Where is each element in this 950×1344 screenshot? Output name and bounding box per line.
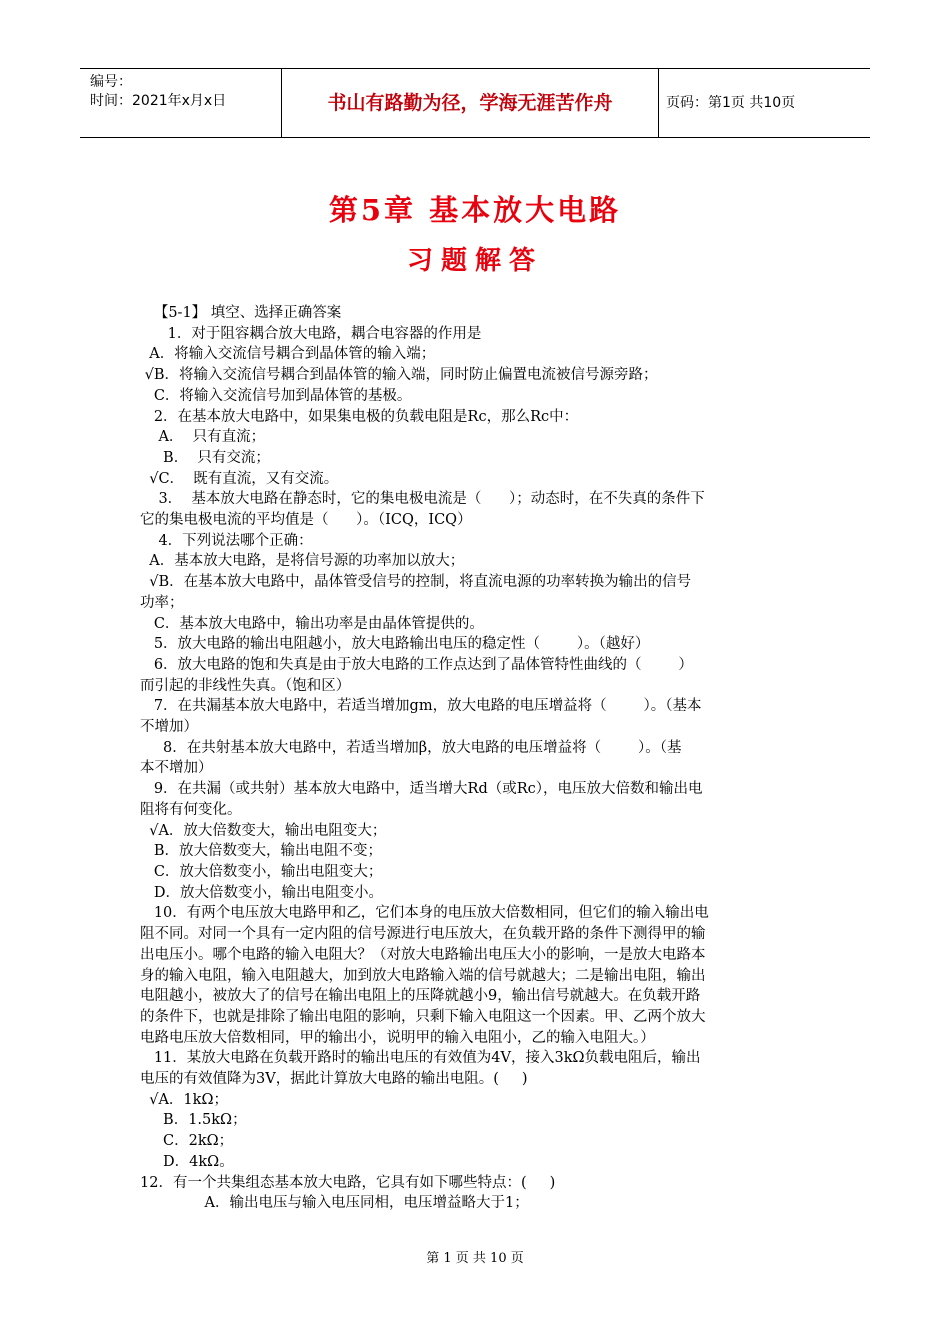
page-footer: 第 1 页 共 10 页 (426, 1251, 524, 1266)
body-line: A． 只有直流； (140, 429, 266, 446)
header-motto: 书山有路勤为径，学海无涯苦作舟 (327, 92, 613, 114)
body-line: 12．有一个共集组态基本放大电路，它具有如下哪些特点：( ) (140, 1174, 556, 1191)
body-line: D．4kΩ。 (140, 1153, 234, 1170)
body-line: √B．在基本放大电路中，晶体管受信号的控制，将直流电源的功率转换为输出的信号 (140, 574, 692, 591)
body-line: C．2kΩ； (140, 1133, 234, 1150)
document-header (80, 68, 870, 138)
chapter-subtitle: 习题解答 (406, 246, 543, 276)
body-line: C．将输入交流信号加到晶体管的基极。 (140, 387, 412, 404)
header-left (90, 73, 226, 111)
header-page-info: 页码：第1页 共10页 (666, 95, 796, 111)
body-line: 身的输入电阻，输入电阻越大，加到放大电路输入端的信号就越大；二是输出电阻，输出 (140, 967, 706, 984)
body-line: √A．放大倍数变大，输出电阻变大； (140, 822, 387, 839)
body-line: 【5-1】 填空、选择正确答案 (140, 305, 342, 321)
body-line: 阻不同。对同一个具有一定内阻的信号源进行电压放大，在负载开路的条件下测得甲的输 (140, 926, 706, 943)
body-line: 6．放大电路的饱和失真是由于放大电路的工作点达到了晶体管特性曲线的（ ） (140, 656, 693, 673)
body-line: B．1.5kΩ； (140, 1112, 247, 1129)
body-line: 本不增加） (140, 760, 213, 777)
body-line: 1．对于阻容耦合放大电路，耦合电容器的作用是 (140, 325, 482, 342)
body-line: 10．有两个电压放大电路甲和乙，它们本身的电压放大倍数相同，但它们的输入输出电 (140, 905, 709, 922)
body-line: A．将输入交流信号耦合到晶体管的输入端； (140, 346, 436, 363)
document-body (140, 303, 808, 1214)
body-line: 电阻越小，被放大了的信号在输出电阻上的压降就越小9，输出信号就越大。在负载开路 (140, 988, 701, 1005)
number-label: 编号： (90, 74, 132, 90)
body-line: B． 只有交流； (140, 449, 270, 466)
body-line: 2．在基本放大电路中，如果集电极的负载电阻是Rc，那么Rc中： (140, 408, 579, 425)
body-line: 出电压小。哪个电路的输入电阻大？（对放大电路输出电压大小的影响，一是放大电路本 (140, 946, 706, 963)
date-label: 时间：2021年x月x日 (90, 93, 227, 109)
body-line: 它的集电极电流的平均值是（ ）。（ICQ，ICQ） (140, 512, 472, 529)
body-line: 5．放大电路的输出电阻越小，放大电路输出电压的稳定性（ ）。（越好） (140, 636, 650, 653)
body-line: A．基本放大电路，是将信号源的功率加以放大； (140, 553, 465, 570)
body-line: √A．1kΩ； (140, 1091, 228, 1108)
body-line: 不增加） (140, 719, 198, 736)
header-divider (658, 69, 659, 137)
body-line: 9．在共漏（或共射）基本放大电路中，适当增大Rd（或Rc），电压放大倍数和输出电 (140, 781, 703, 798)
body-line: 阻将有何变化。 (140, 801, 242, 818)
body-line: 电路电压放大倍数相同，甲的输出小，说明甲的输入电阻小，乙的输入电阻大。） (140, 1029, 655, 1046)
body-line: √C． 既有直流，又有交流。 (140, 470, 339, 487)
chapter-title: 第5章 基本放大电路 (328, 193, 622, 227)
body-line: 4．下列说法哪个正确： (140, 532, 313, 549)
body-line: 11．某放大电路在负载开路时的输出电压的有效值为4V，接入3kΩ负载电阻后，输出 (140, 1050, 701, 1067)
body-line: 3． 基本放大电路在静态时，它的集电极电流是（ ）；动态时，在不失真的条件下 (140, 491, 705, 508)
body-line: C．基本放大电路中，输出功率是由晶体管提供的。 (140, 615, 484, 632)
body-line: 电压的有效值降为3V，据此计算放大电路的输出电阻。( ) (140, 1071, 528, 1088)
body-line: A．输出电压与输入电压同相，电压增益略大于1； (140, 1195, 529, 1212)
body-line: 8．在共射基本放大电路中，若适当增加β，放大电路的电压增益将（ ）。（基 (140, 739, 682, 756)
body-line: 的条件下，也就是排除了输出电阻的影响，只剩下输入电阻这一个因素。甲、乙两个放大 (140, 1008, 706, 1025)
body-line: B．放大倍数变大，输出电阻不变； (140, 843, 382, 860)
body-line: √B．将输入交流信号耦合到晶体管的输入端，同时防止偏置电流被信号源旁路； (140, 367, 658, 384)
body-line: 7．在共漏基本放大电路中，若适当增加gm，放大电路的电压增益将（ ）。（基本 (140, 698, 702, 715)
body-line: 而引起的非线性失真。（饱和区） (140, 677, 351, 694)
body-line: D．放大倍数变小，输出电阻变小。 (140, 884, 383, 901)
body-line: C．放大倍数变小，输出电阻变大； (140, 863, 383, 880)
body-line: 功率； (140, 594, 184, 611)
